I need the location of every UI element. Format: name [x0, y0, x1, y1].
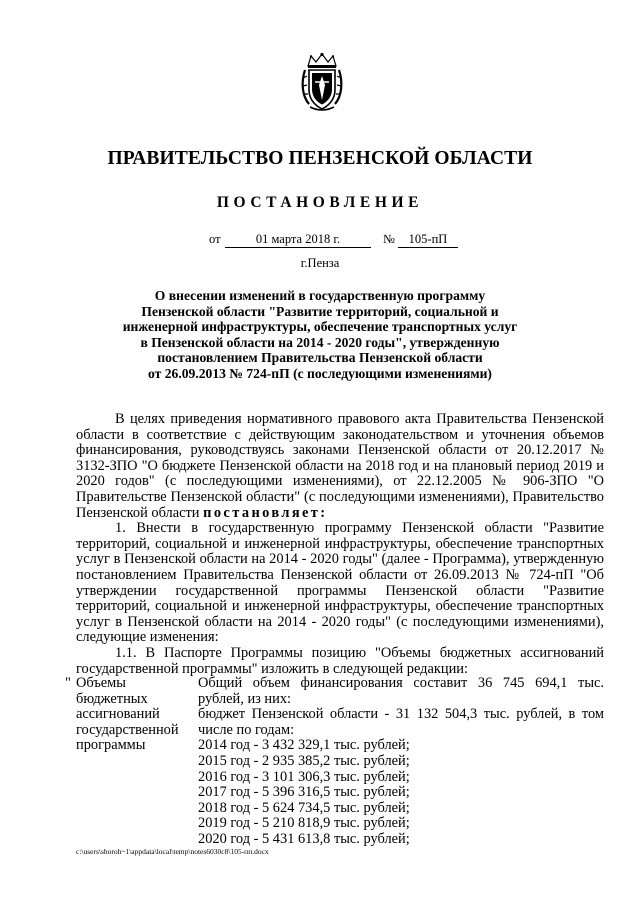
subject-line: от 26.09.2013 № 724-пП (с последующими изменениями) — [148, 365, 492, 381]
year-funding-line: 2020 год - 5 431 613,8 тыс. рублей; — [198, 830, 410, 847]
year-funding-line: 2015 год - 2 935 385,2 тыс. рублей; — [198, 752, 410, 769]
item-1-paragraph: 1. Внести в государственную программу Пензенской области "Развитие территорий, социальной и инженерной инфраструктуры, обеспечение транспортных услуг в Пензенской области на 2014 - 2020 годы" (далее - Программа), утвержденную постановлением Правительства Пензенской области от 26.09.2013 № 724-пП "Об утверждении государственной программы Пензенской области "Развитие территорий, социальной и инженерной инфраструктуры, обеспечение транспортных услуг в Пензенской области на 2014 - 2020 годы" (с последующими изменениями), следующие изменения: — [76, 520, 604, 646]
year-funding-line: 2018 год - 5 624 734,5 тыс. рублей; — [198, 799, 410, 816]
label-line: государственной — [76, 721, 179, 738]
city-name: г.Пенза — [300, 256, 340, 270]
resolution-subject — [100, 288, 540, 382]
label-line: ассигнований — [76, 706, 160, 723]
item-1-1-paragraph: 1.1. В Паспорте Программы позицию "Объемы бюджетных ассигнований государственной программы" изложить в следующей редакции: — [76, 644, 604, 677]
year-funding-line: 2019 год - 5 210 818,9 тыс. рублей; — [198, 815, 410, 832]
date-value: 01 марта 2018 г. — [225, 232, 371, 248]
label-line: Объемы — [76, 675, 126, 691]
label-line: бюджетных — [76, 690, 148, 707]
date-prefix: от — [209, 232, 221, 246]
subject-line: в Пензенской области на 2014 - 2020 годы", утвержденную — [140, 334, 500, 350]
file-path-footer: c:\users\shoroh~1\appdata\local\temp\notes6030c8\105-пп.docx — [76, 847, 269, 856]
subject-line: постановлением Правительства Пензенской области — [157, 350, 483, 366]
government-name-heading: ПРАВИТЕЛЬСТВО ПЕНЗЕНСКОЙ ОБЛАСТИ — [107, 148, 533, 169]
table-label-cell — [76, 676, 194, 754]
preamble-paragraph — [76, 412, 604, 521]
year-funding-line: 2016 год - 3 101 306,3 тыс. рублей; — [198, 768, 410, 785]
coat-of-arms-emblem — [299, 52, 345, 112]
label-line: программы — [76, 737, 146, 754]
preamble-text: В целях приведения нормативного правового акта Правительства Пензенской области в соответствие с действующим законодательством и уточнения объемов финансирования, руководствуясь законами Пензенской области от 20.12.2017 № 3132-ЗПО "О бюджете Пензенской области на 2018 год и на плановый период 2019 и 2020 годов" (с последующими изменениями), от 22.12.2005 № 906-ЗПО "О Правительстве Пензенской области" (с последующими изменениями), Правительство Пензенской области — [76, 411, 604, 521]
opening-quote: " — [65, 675, 71, 691]
date-field — [225, 232, 371, 248]
number-value: 105-пП — [398, 232, 458, 248]
regional-budget-text: бюджет Пензенской области - 31 132 504,3 тыс. рублей, в том числе по годам: — [198, 706, 604, 738]
subject-line: инженерной инфраструктуры, обеспечение транспортных услуг — [122, 319, 518, 335]
document-type-heading: ПОСТАНОВЛЕНИЕ — [216, 194, 424, 211]
table-value-cell — [198, 676, 604, 848]
total-funding-text: Общий объем финансирования составит 36 745 694,1 тыс. рублей, из них: — [198, 675, 604, 707]
resolution-body — [76, 412, 604, 677]
year-funding-line: 2017 год - 5 396 316,5 тыс. рублей; — [198, 784, 410, 801]
number-field — [398, 232, 458, 248]
subject-line: Пензенской области "Развитие территорий, социальной и — [141, 303, 499, 319]
number-prefix: № — [383, 232, 395, 246]
year-funding-line: 2014 год - 3 432 329,1 тыс. рублей; — [198, 737, 410, 754]
decides-keyword: постановляет: — [203, 504, 328, 521]
subject-line: О внесении изменений в государственную программу — [154, 288, 486, 303]
